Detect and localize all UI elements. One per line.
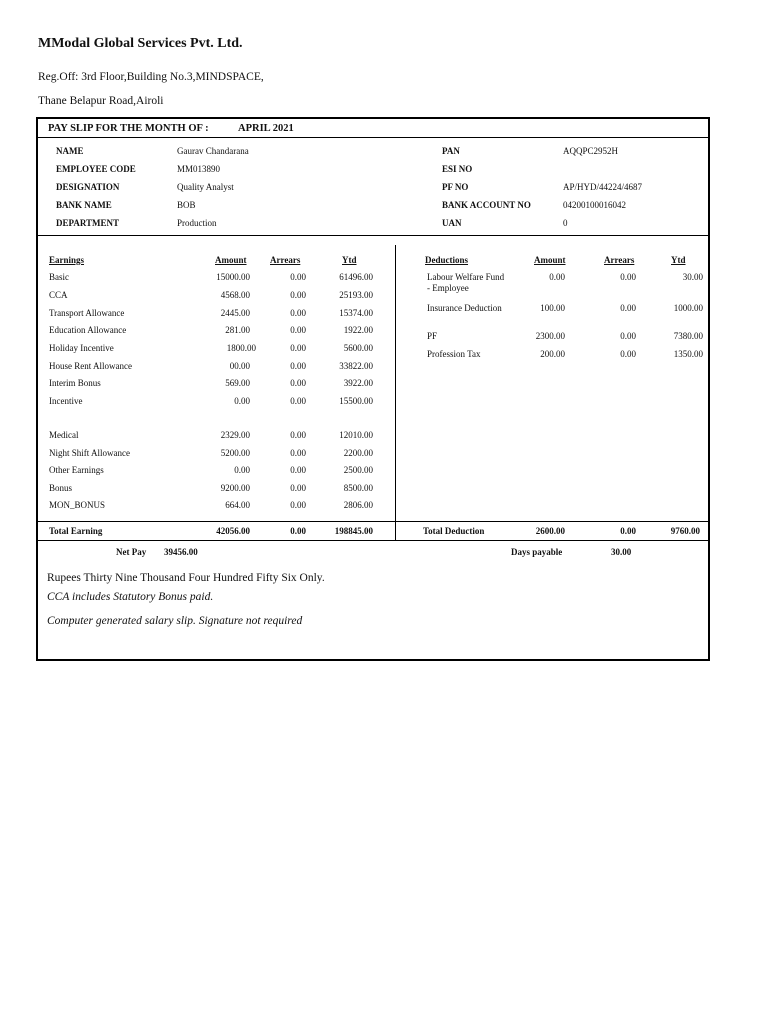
earning-ytd: 33822.00: [339, 361, 373, 371]
days-payable-value: 30.00: [611, 547, 632, 557]
total-earning-label: Total Earning: [49, 526, 103, 536]
earning-arrears: 0.00: [290, 483, 306, 493]
deduction-arrears: 0.00: [620, 303, 636, 313]
earning-amount: 664.00: [225, 500, 250, 510]
earning-arrears: 0.00: [290, 396, 306, 406]
payslip-frame: [36, 117, 710, 661]
earning-arrears: 0.00: [290, 378, 306, 388]
deduction-label: PF: [427, 331, 438, 341]
earning-amount: 0.00: [234, 465, 250, 475]
deductions-header: Deductions: [425, 255, 469, 265]
earning-label: Other Earnings: [49, 465, 104, 475]
earning-amount: 569.00: [225, 378, 250, 388]
deduction-label-continued: - Employee: [427, 283, 469, 293]
field-label: BANK NAME: [56, 200, 112, 210]
deduction-label: Profession Tax: [427, 349, 481, 359]
deduction-arrears: 0.00: [620, 331, 636, 341]
earning-ytd: 5600.00: [343, 343, 373, 353]
earning-ytd: 2500.00: [343, 465, 373, 475]
earning-arrears: 0.00: [290, 430, 306, 440]
earning-ytd: 15374.00: [339, 308, 373, 318]
earning-ytd: 61496.00: [339, 272, 373, 282]
divider: [38, 540, 708, 541]
earning-amount: 2329.00: [220, 430, 250, 440]
earning-ytd: 12010.00: [339, 430, 373, 440]
total-deduction-arrears: 0.00: [620, 526, 636, 536]
earning-amount: 1800.00: [226, 343, 256, 353]
divider: [38, 235, 708, 236]
total-earning-arrears: 0.00: [290, 526, 306, 536]
field-label: DESIGNATION: [56, 182, 120, 192]
total-deduction-amount: 2600.00: [535, 526, 565, 536]
company-address-line1: Reg.Off: 3rd Floor,Building No.3,MINDSPACE,: [38, 71, 264, 83]
field-label: EMPLOYEE CODE: [56, 164, 136, 174]
earning-ytd: 1922.00: [343, 325, 373, 335]
earning-label: MON_BONUS: [49, 500, 106, 510]
payslip-title: PAY SLIP FOR THE MONTH OF :: [48, 123, 209, 134]
field-label: PF NO: [442, 182, 469, 192]
field-label: ESI NO: [442, 164, 473, 174]
earning-amount: 2445.00: [220, 308, 250, 318]
field-value: Quality Analyst: [177, 182, 234, 192]
field-value: Production: [177, 218, 217, 228]
deduction-ytd: 30.00: [682, 272, 703, 282]
field-value: AQQPC2952H: [563, 146, 619, 156]
field-value: Gaurav Chandarana: [177, 146, 249, 156]
earning-amount: 281.00: [225, 325, 250, 335]
deduction-amount: 200.00: [540, 349, 565, 359]
earning-label: Transport Allowance: [49, 308, 125, 318]
earning-amount: 9200.00: [220, 483, 250, 493]
earning-arrears: 0.00: [290, 343, 306, 353]
earning-amount: 4568.00: [220, 290, 250, 300]
total-deduction-ytd: 9760.00: [670, 526, 700, 536]
earning-label: Medical: [49, 430, 79, 440]
earning-ytd: 3922.00: [343, 378, 373, 388]
earning-arrears: 0.00: [290, 361, 306, 371]
arrears-header: Arrears: [270, 255, 301, 265]
earnings-header: Earnings: [49, 255, 85, 265]
ytd-header: Ytd: [342, 255, 357, 265]
amount-in-words: Rupees Thirty Nine Thousand Four Hundred Fifty Six Only.: [47, 572, 325, 584]
total-earning-amount: 42056.00: [216, 526, 250, 536]
deduction-ytd: 7380.00: [673, 331, 703, 341]
earning-amount: 0.00: [234, 396, 250, 406]
field-value: MM013890: [177, 164, 221, 174]
signature-note: Computer generated salary slip. Signature not required: [47, 615, 303, 627]
payslip-month: APRIL 2021: [238, 123, 294, 134]
amount-header: Amount: [215, 255, 247, 265]
earning-ytd: 2200.00: [343, 448, 373, 458]
deduction-amount: 0.00: [549, 272, 565, 282]
earning-arrears: 0.00: [290, 272, 306, 282]
earning-ytd: 15500.00: [339, 396, 373, 406]
field-value: 04200100016042: [563, 200, 626, 210]
earning-label: Night Shift Allowance: [49, 448, 130, 458]
field-label: BANK ACCOUNT NO: [442, 200, 531, 210]
arrears-header: Arrears: [604, 255, 635, 265]
net-pay-value: 39456.00: [164, 547, 198, 557]
field-label: DEPARTMENT: [56, 218, 120, 228]
column-divider: [395, 245, 396, 540]
earning-label: Holiday Incentive: [49, 343, 114, 353]
earning-label: Bonus: [49, 483, 73, 493]
earning-amount: 15000.00: [216, 272, 250, 282]
amount-header: Amount: [534, 255, 566, 265]
earning-label: House Rent Allowance: [49, 361, 132, 371]
field-label: PAN: [442, 146, 460, 156]
deduction-arrears: 0.00: [620, 349, 636, 359]
field-label: UAN: [442, 218, 462, 228]
deduction-amount: 2300.00: [535, 331, 565, 341]
earning-ytd: 25193.00: [339, 290, 373, 300]
earning-arrears: 0.00: [290, 325, 306, 335]
earning-amount: 00.00: [229, 361, 250, 371]
earning-label: Education Allowance: [49, 325, 127, 335]
earning-ytd: 8500.00: [343, 483, 373, 493]
earning-label: Interim Bonus: [49, 378, 101, 388]
field-value: AP/HYD/44224/4687: [563, 182, 643, 192]
days-payable-label: Days payable: [511, 547, 563, 557]
field-value: 0: [563, 218, 568, 228]
cca-note: CCA includes Statutory Bonus paid.: [47, 591, 214, 603]
earning-arrears: 0.00: [290, 308, 306, 318]
ytd-header: Ytd: [671, 255, 686, 265]
earning-arrears: 0.00: [290, 465, 306, 475]
company-name: MModal Global Services Pvt. Ltd.: [38, 36, 243, 51]
total-deduction-label: Total Deduction: [423, 526, 485, 536]
field-value: BOB: [177, 200, 196, 210]
earning-arrears: 0.00: [290, 448, 306, 458]
company-address-line2: Thane Belapur Road,Airoli: [38, 95, 164, 107]
deduction-ytd: 1000.00: [673, 303, 703, 313]
earning-arrears: 0.00: [290, 290, 306, 300]
earning-label: Incentive: [49, 396, 83, 406]
total-earning-ytd: 198845.00: [334, 526, 373, 536]
deduction-ytd: 1350.00: [673, 349, 703, 359]
net-pay-label: Net Pay: [116, 547, 147, 557]
deduction-label: Insurance Deduction: [427, 303, 502, 313]
divider: [38, 521, 708, 522]
earning-ytd: 2806.00: [343, 500, 373, 510]
field-label: NAME: [56, 146, 84, 156]
deduction-amount: 100.00: [540, 303, 565, 313]
deduction-label: Labour Welfare Fund: [427, 272, 505, 282]
earning-arrears: 0.00: [290, 500, 306, 510]
earning-label: Basic: [49, 272, 69, 282]
deduction-arrears: 0.00: [620, 272, 636, 282]
earning-amount: 5200.00: [220, 448, 250, 458]
earning-label: CCA: [49, 290, 68, 300]
divider: [38, 137, 708, 138]
